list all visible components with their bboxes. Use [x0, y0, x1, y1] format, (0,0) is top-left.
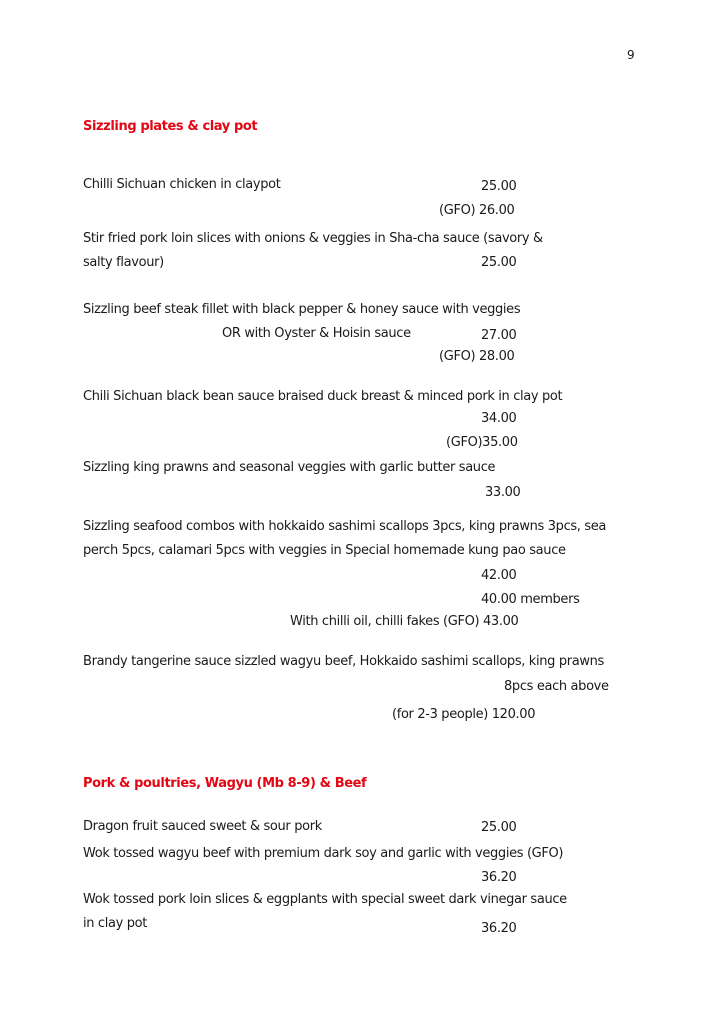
menu-item-name: Wok tossed wagyu beef with premium dark soy and garlic with veggies (GFO)	[83, 846, 564, 861]
menu-item-name-cont: in clay pot	[83, 916, 147, 931]
menu-item-name: Sizzling beef steak fillet with black pepper & honey sauce with veggies	[83, 302, 521, 317]
section-title-pork-poultry: Pork & poultries, Wagyu (Mb 8-9) & Beef	[83, 776, 367, 791]
menu-item-name: Chili Sichuan black bean sauce braised duck breast & minced pork in clay pot	[83, 389, 563, 404]
menu-item-price: 25.00	[481, 820, 517, 835]
menu-item-name: Chilli Sichuan chicken in claypot	[83, 177, 281, 192]
menu-item-name: Dragon fruit sauced sweet & sour pork	[83, 819, 322, 834]
menu-item-price: 25.00	[481, 255, 517, 270]
menu-item-price: (for 2-3 people) 120.00	[392, 707, 536, 722]
menu-item-name: Sizzling seafood combos with hokkaido sashimi scallops 3pcs, king prawns 3pcs, sea	[83, 519, 607, 534]
menu-item-price-gfo: (GFO) 26.00	[439, 203, 515, 218]
menu-item-name: Sizzling king prawns and seasonal veggies with garlic butter sauce	[83, 460, 496, 475]
menu-item-name: Brandy tangerine sauce sizzled wagyu beef, Hokkaido sashimi scallops, king prawns	[83, 654, 604, 669]
section-title-sizzling: Sizzling plates & clay pot	[83, 119, 258, 134]
menu-item-price: 42.00	[481, 568, 517, 583]
menu-item-name-cont: salty flavour)	[83, 255, 164, 270]
menu-item-price-members: 40.00 members	[481, 592, 580, 607]
menu-item-price: 33.00	[485, 485, 521, 500]
menu-item-name: Stir fried pork loin slices with onions & veggies in Sha-cha sauce (savory &	[83, 231, 543, 246]
menu-item-price: 34.00	[481, 411, 517, 426]
menu-item-note: 8pcs each above	[504, 679, 609, 694]
menu-item-name-cont: perch 5pcs, calamari 5pcs with veggies in Special homemade kung pao sauce	[83, 543, 566, 558]
menu-item-price-gfo: (GFO) 28.00	[439, 349, 515, 364]
menu-item-price: 25.00	[481, 179, 517, 194]
menu-item-option: OR with Oyster & Hoisin sauce	[222, 326, 411, 341]
menu-item-price: 27.00	[481, 328, 517, 343]
menu-item-name: Wok tossed pork loin slices & eggplants with special sweet dark vinegar sauce	[83, 892, 567, 907]
menu-item-option: With chilli oil, chilli fakes (GFO) 43.00	[290, 614, 519, 629]
page-number: 9	[627, 48, 635, 62]
menu-item-price: 36.20	[481, 870, 517, 885]
menu-item-price-gfo: (GFO)35.00	[446, 435, 518, 450]
menu-item-price: 36.20	[481, 921, 517, 936]
